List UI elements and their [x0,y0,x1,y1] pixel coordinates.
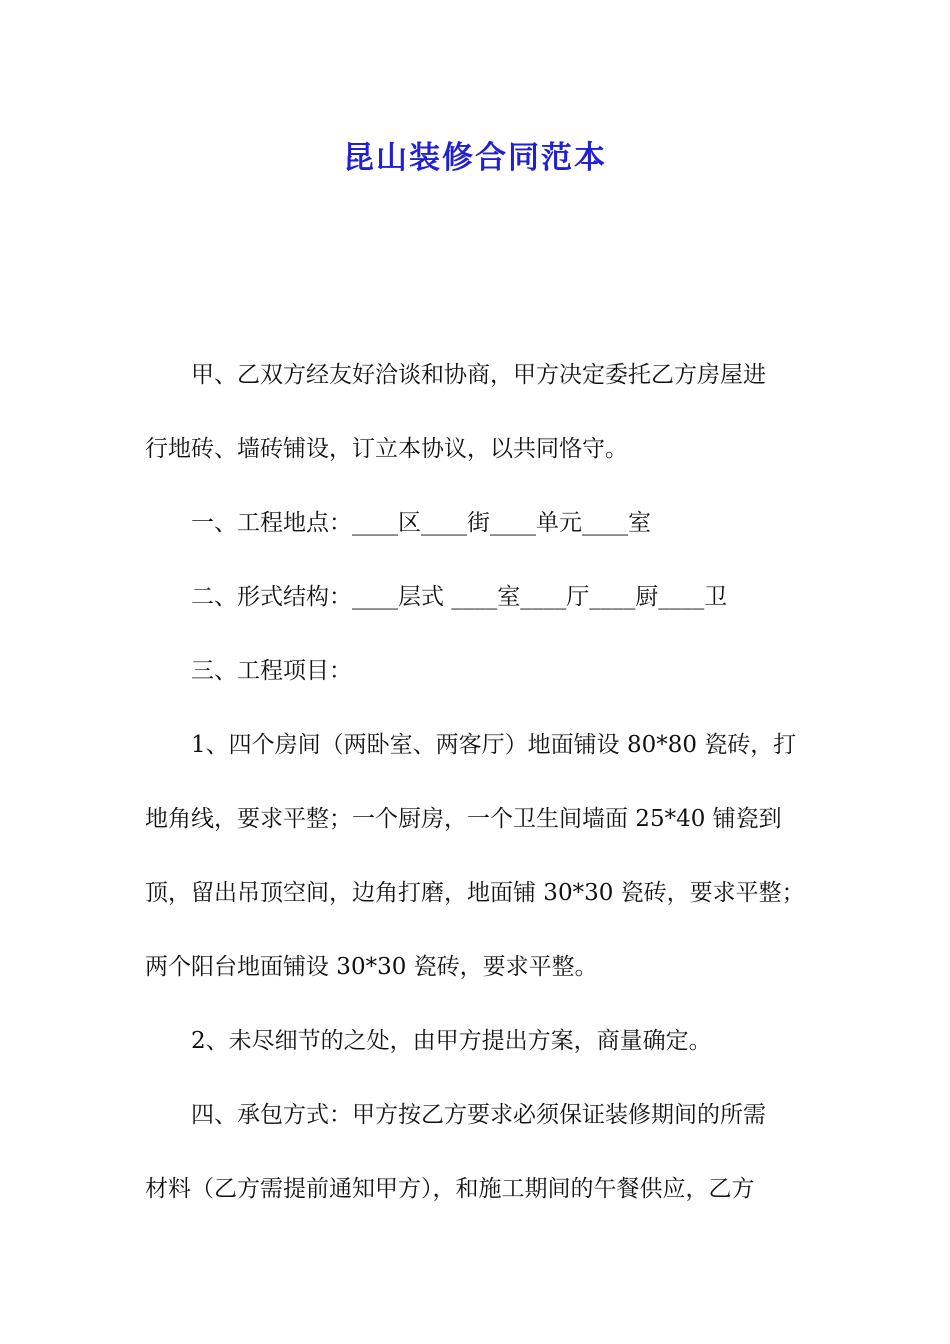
clause-structure-type: 二、形式结构：____层式 ____室____厅____厨____卫 [191,584,728,610]
paragraph-intro-line-2: 行地砖、墙砖铺设，订立本协议，以共同恪守。 [145,436,628,462]
document-title: 昆山装修合同范本 [343,140,607,176]
clause-contract-method-line-2: 材料（乙方需提前通知甲方），和施工期间的午餐供应，乙方 [145,1176,755,1202]
document-body [145,338,815,1226]
item-1-line-1: 1、四个房间（两卧室、两客厅）地面铺设 80*80 瓷砖，打 [191,732,797,758]
item-2-line-1: 2、未尽细节的之处，由甲方提出方案，商量确定。 [191,1028,712,1054]
item-1-line-3: 顶，留出吊顶空间，边角打磨，地面铺 30*30 瓷砖，要求平整； [145,880,805,906]
paragraph-intro-line-1: 甲、乙双方经友好洽谈和协商，甲方决定委托乙方房屋进 [191,362,766,388]
clause-project-items-heading: 三、工程项目： [191,658,352,684]
item-1-line-2: 地角线，要求平整；一个厨房，一个卫生间墙面 25*40 铺瓷到 [145,806,782,832]
clause-contract-method-line-1: 四、承包方式：甲方按乙方要求必须保证装修期间的所需 [191,1102,766,1128]
clause-project-location: 一、工程地点：____区____街____单元____室 [191,510,651,536]
item-1-line-4: 两个阳台地面铺设 30*30 瓷砖，要求平整。 [145,954,598,980]
